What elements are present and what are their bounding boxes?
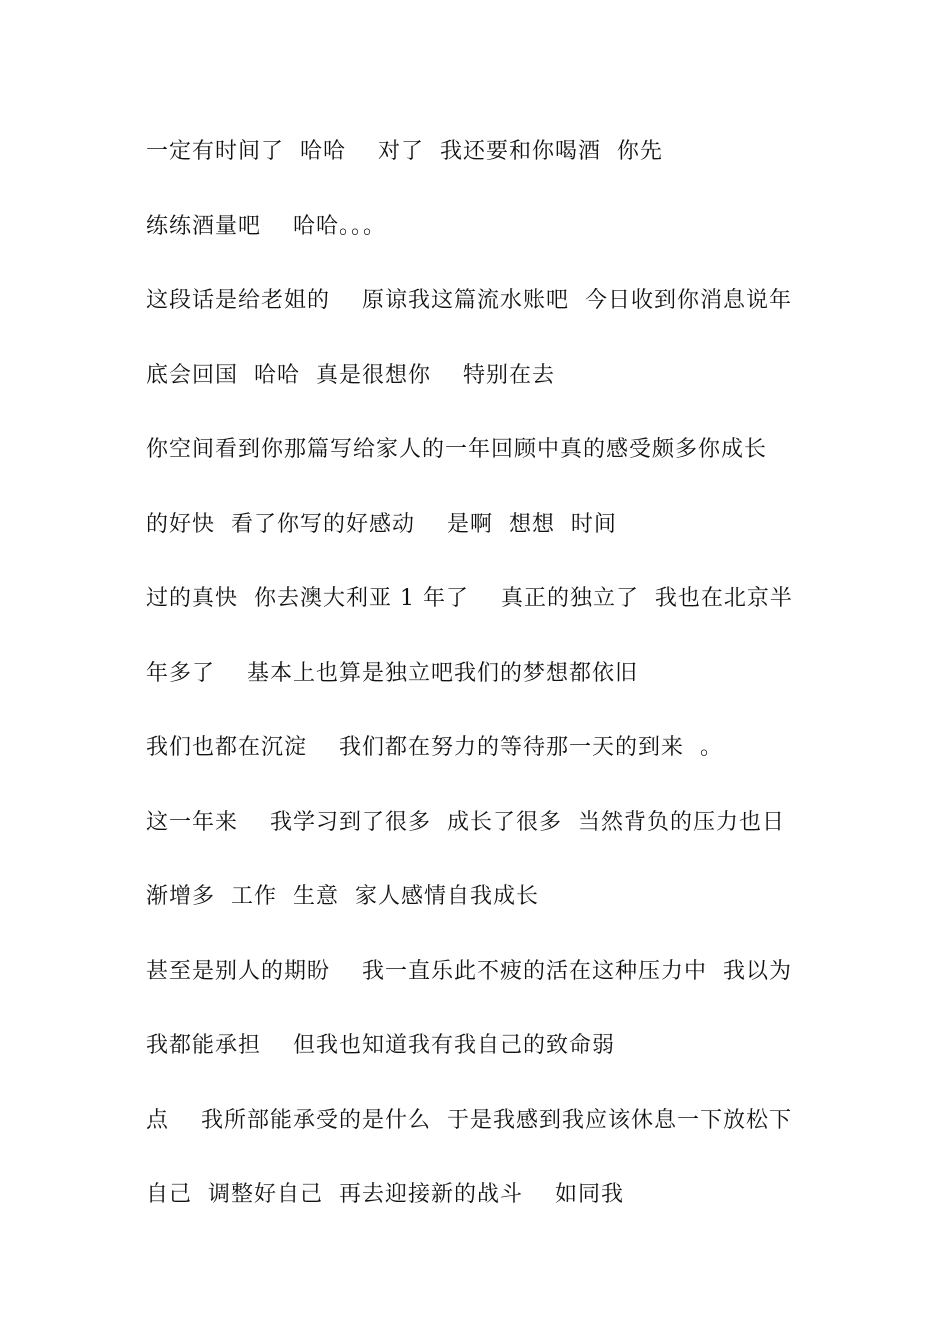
body-text <box>146 134 826 1252</box>
text-line: 练练酒量吧 哈哈。。。 <box>146 213 386 239</box>
text-line: 这段话是给老姐的 原谅我这篇流水账吧 今日收到你消息说年 <box>146 288 792 313</box>
text-line: 你空间看到你那篇写给家人的一年回顾中真的感受颇多你成长 <box>146 437 768 462</box>
text-line: 我们也都在沉淀 我们都在努力的等待那一天的到来 。 <box>146 735 723 760</box>
text-line: 一定有时间了 哈哈 对了 我还要和你喝酒 你先 <box>146 139 663 164</box>
text-line: 自己 调整好自己 再去迎接新的战斗 如同我 <box>146 1182 624 1207</box>
text-line: 年多了 基本上也算是独立吧我们的梦想都依旧 <box>146 660 638 686</box>
text-line: 这一年来 我学习到了很多 成长了很多 当然背负的压力也日 <box>146 809 785 835</box>
text-line: 甚至是别人的期盼 我一直乐此不疲的活在这种压力中 我以为 <box>146 958 792 984</box>
text-line: 的好快 看了你写的好感动 是啊 想想 时间 <box>146 511 617 537</box>
text-line: 点 我所部能承受的是什么 于是我感到我应该休息一下放松下 <box>146 1107 792 1133</box>
text-line: 过的真快 你去澳大利亚 1 年了 真正的独立了 我也在北京半 <box>146 586 793 611</box>
text-line: 底会回国 哈哈 真是很想你 特别在去 <box>146 362 555 388</box>
text-line: 我都能承担 但我也知道我有我自己的致命弱 <box>146 1033 615 1058</box>
text-line: 渐增多 工作 生意 家人感情自我成长 <box>146 884 539 909</box>
